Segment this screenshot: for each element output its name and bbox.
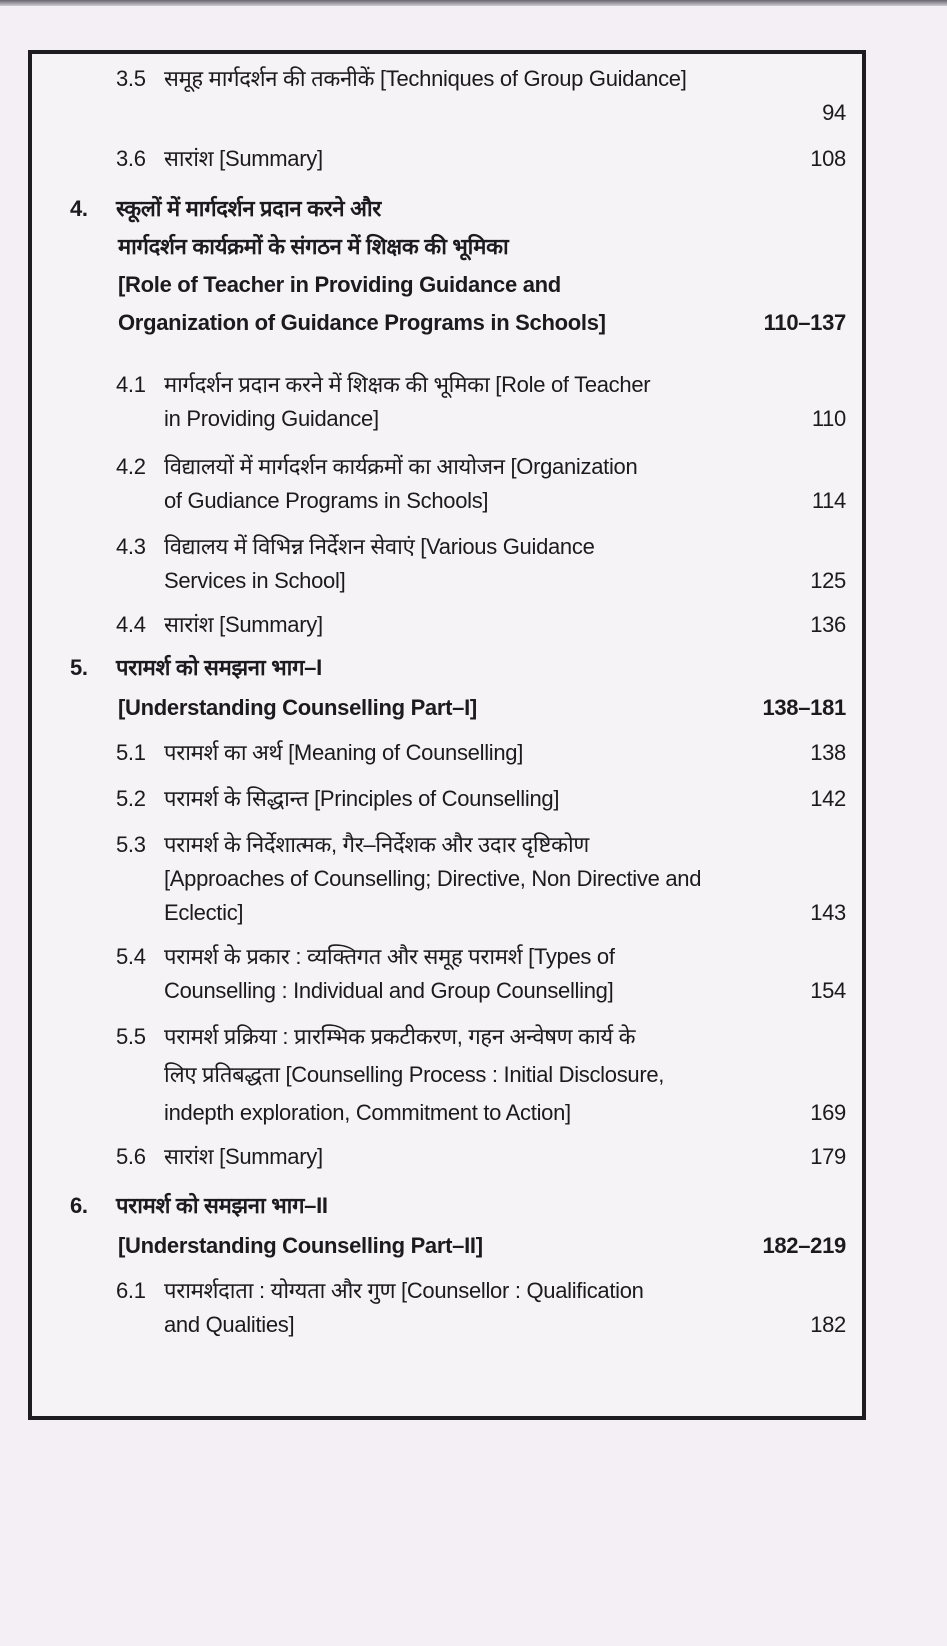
entry-title-cont: Eclectic]: [164, 900, 244, 925]
chapter-number: 5.: [70, 655, 88, 680]
toc-entry-4-3[interactable]: [116, 530, 846, 598]
entry-title: परामर्श के प्रकार : व्यक्तिगत और समूह परामर्श [Types of: [164, 944, 615, 969]
entry-title: सारांश [Summary]: [164, 146, 323, 171]
entry-title: परामर्श के निर्देशात्मक, गैर–निर्देशक और उदार दृष्टिकोण: [164, 832, 590, 857]
entry-title: सारांश [Summary]: [164, 612, 323, 637]
chapter-title-english: [Understanding Counselling Part–I]: [118, 695, 477, 720]
entry-title-cont: लिए प्रतिबद्धता [Counselling Process : Initial Disclosure,: [164, 1062, 665, 1087]
entry-number: 3.5: [116, 66, 146, 91]
toc-entry-5-3[interactable]: [116, 828, 846, 930]
chapter-page-range: 182–219: [762, 1233, 846, 1258]
toc-chapter-6[interactable]: [70, 1186, 846, 1266]
entry-number: 5.2: [116, 786, 146, 811]
toc-chapter-5[interactable]: [70, 648, 846, 728]
entry-number: 5.6: [116, 1144, 146, 1169]
entry-title: परामर्श के सिद्धान्त [Principles of Counselling]: [164, 786, 560, 811]
entry-number: 5.3: [116, 832, 146, 857]
toc-entry-5-2[interactable]: [116, 782, 846, 816]
chapter-number: 6.: [70, 1193, 88, 1218]
toc-entry-4-2[interactable]: [116, 450, 846, 518]
entry-number: 6.1: [116, 1278, 146, 1303]
entry-title: परामर्श का अर्थ [Meaning of Counselling]: [164, 740, 524, 765]
entry-title: विद्यालय में विभिन्न निर्देशन सेवाएं [Various Guidance: [164, 534, 595, 559]
chapter-number: 4.: [70, 196, 88, 221]
chapter-title-english-1: [Role of Teacher in Providing Guidance and: [118, 272, 561, 297]
entry-page: 114: [811, 488, 846, 513]
entry-title-cont: in Providing Guidance]: [164, 406, 379, 431]
entry-number: 5.1: [116, 740, 146, 765]
entry-page: 154: [810, 978, 846, 1003]
chapter-title-hindi-1: स्कूलों में मार्गदर्शन प्रदान करने और: [116, 196, 381, 221]
entry-title: सारांश [Summary]: [164, 1144, 323, 1169]
entry-title-cont: of Gudiance Programs in Schools]: [164, 488, 489, 513]
chapter-title-hindi: परामर्श को समझना भाग–II: [116, 1193, 328, 1218]
toc-entry-5-1[interactable]: [116, 736, 846, 770]
entry-page: 182: [810, 1312, 846, 1337]
entry-page: 110: [811, 406, 846, 431]
toc-entry-6-1[interactable]: [116, 1274, 846, 1342]
entry-number: 4.2: [116, 454, 146, 479]
entry-title-cont: indepth exploration, Commitment to Action]: [164, 1100, 571, 1125]
entry-title-cont: Counselling : Individual and Group Counselling]: [164, 978, 614, 1003]
entry-page: 94: [822, 100, 846, 125]
entry-title-cont: [Approaches of Counselling; Directive, Non Directive and: [164, 866, 702, 891]
entry-title: परामर्श प्रक्रिया : प्रारम्भिक प्रकटीकरण, गहन अन्वेषण कार्य के: [164, 1024, 636, 1049]
entry-page: 125: [810, 568, 846, 593]
chapter-title-hindi-2: मार्गदर्शन कार्यक्रमों के संगठन में शिक्षक की भूमिका: [118, 234, 509, 259]
entry-page: 179: [810, 1144, 846, 1169]
chapter-title-english: [Understanding Counselling Part–II]: [118, 1233, 483, 1258]
toc-entry-3-5[interactable]: [116, 62, 846, 134]
toc-entry-5-6[interactable]: [116, 1140, 846, 1174]
chapter-title-english-2: Organization of Guidance Programs in Schools]: [118, 310, 606, 335]
page-edge-shadow: [0, 0, 947, 6]
entry-page: 138: [810, 740, 846, 765]
entry-title: मार्गदर्शन प्रदान करने में शिक्षक की भूमिका [Role of Teacher: [164, 372, 651, 397]
entry-page: 142: [810, 786, 846, 811]
entry-page: 108: [810, 146, 846, 171]
toc-entry-5-4[interactable]: [116, 940, 846, 1008]
entry-number: 4.3: [116, 534, 146, 559]
toc-entry-3-6[interactable]: [116, 142, 846, 176]
entry-page: 143: [810, 900, 846, 925]
entry-title-cont: Services in School]: [164, 568, 346, 593]
chapter-page-range: 110–137: [763, 310, 846, 335]
toc-chapter-4[interactable]: [70, 190, 846, 342]
entry-number: 5.4: [116, 944, 146, 969]
chapter-page-range: 138–181: [762, 695, 846, 720]
entry-title-cont: and Qualities]: [164, 1312, 295, 1337]
toc-frame: [28, 50, 866, 1420]
chapter-title-hindi: परामर्श को समझना भाग–I: [116, 655, 322, 680]
toc-entry-5-5[interactable]: [116, 1018, 846, 1132]
entry-number: 4.1: [116, 372, 146, 397]
entry-title: समूह मार्गदर्शन की तकनीकें [Techniques of Group Guidance]: [164, 66, 687, 91]
entry-title: परामर्शदाता : योग्यता और गुण [Counsellor : Qualification: [164, 1278, 644, 1303]
entry-number: 4.4: [116, 612, 146, 637]
entry-number: 5.5: [116, 1024, 146, 1049]
toc-entry-4-4[interactable]: [116, 608, 846, 642]
toc-entry-4-1[interactable]: [116, 368, 846, 436]
entry-page: 136: [810, 612, 846, 637]
entry-title: विद्यालयों में मार्गदर्शन कार्यक्रमों का आयोजन [Organization: [164, 454, 638, 479]
entry-number: 3.6: [116, 146, 146, 171]
entry-page: 169: [810, 1100, 846, 1125]
